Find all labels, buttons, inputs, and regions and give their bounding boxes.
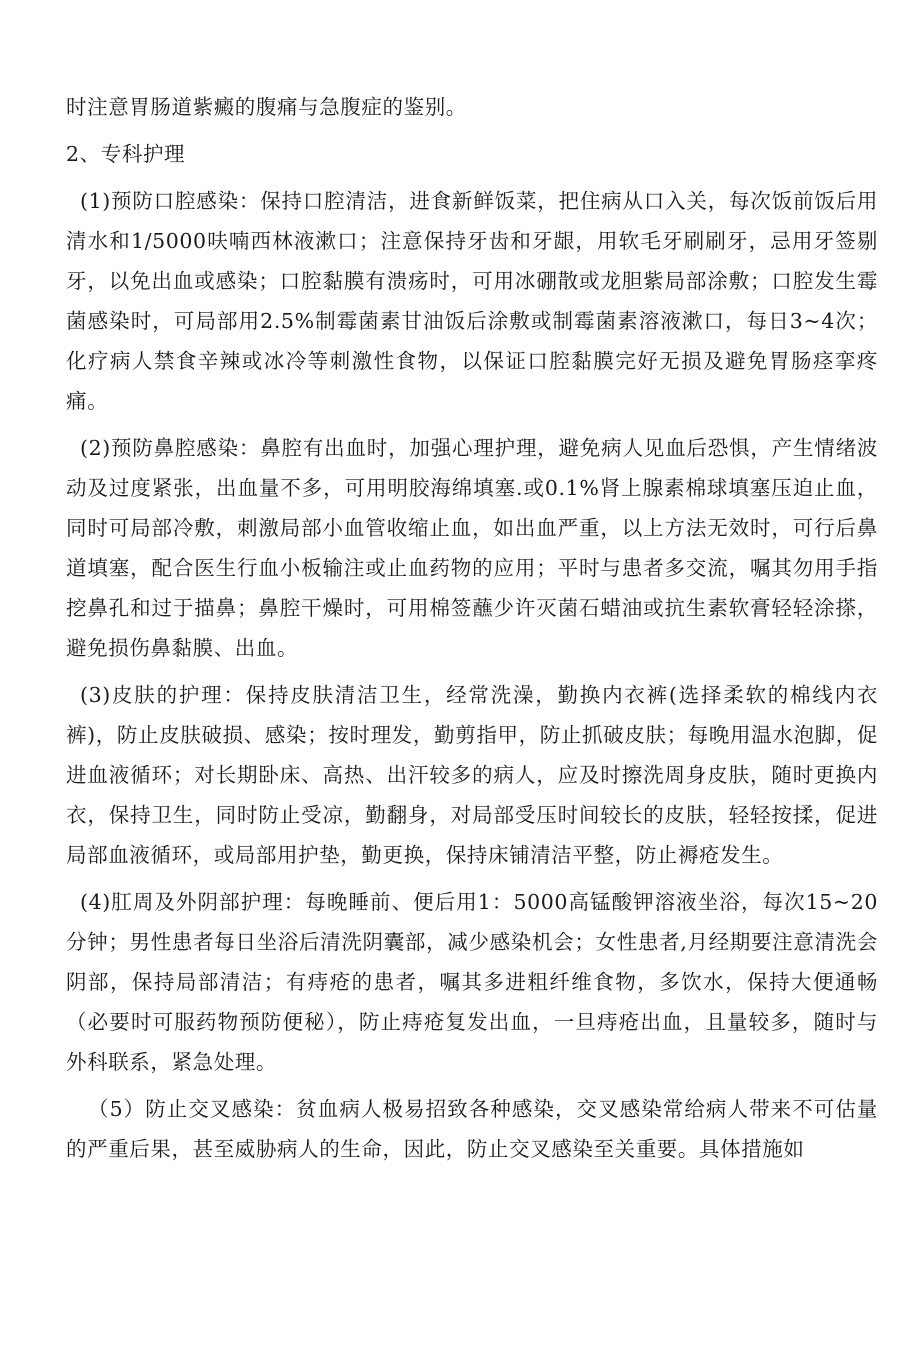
paragraph-nasal-care: (2)预防鼻腔感染：鼻腔有出血时，加强心理护理，避免病人见血后恐惧，产生情绪波动及过度紧张，出血量不多，可用明胶海绵填塞.或0.1%肾上腺素棉球填塞压迫止血，同时可局部冷敷，刺激局部小血管收缩止血，如出血严重，以上方法无效时，可行后鼻道填塞，配合医生行血小板输注或止血药物的应用；平时与患者多交流，嘱其勿用手指挖鼻孔和过于描鼻；鼻腔干燥时，可用棉签蘸少许灭菌石蜡油或抗生素软膏轻轻涂搽，避免损伤鼻黏膜、出血。 <box>66 436 878 660</box>
paragraph-cross-infection: （5）防止交叉感染：贫血病人极易招致各种感染，交叉感染常给病人带来不可估量的严重后果，甚至威胁病人的生命，因此，防止交叉感染至关重要。具体措施如 <box>66 1097 878 1161</box>
paragraph-continuation: 时注意胃肠道紫癜的腹痛与急腹症的鉴别。 <box>66 95 467 119</box>
paragraph-perianal-care: (4)肛周及外阴部护理：每晚睡前、便后用1：5000高锰酸钾溶液坐浴，每次15~20分钟；男性患者每日坐浴后清洗阴囊部，减少感染机会；女性患者,月经期要注意清洗会阴部，保持局部清洁；有痔疮的患者，嘱其多进粗纤维食物，多饮水，保持大便通畅（必要时可服药物预防便秘），防止痔疮复发出血，一旦痔疮出血，且量较多，随时与外科联系，紧急处理。 <box>66 890 878 1074</box>
document-body <box>66 87 878 1176</box>
paragraph-skin-care: (3)皮肤的护理：保持皮肤清洁卫生，经常洗澡，勤换内衣裤(选择柔软的棉线内衣裤)，防止皮肤破损、感染；按时理发，勤剪指甲，防止抓破皮肤；每晚用温水泡脚，促进血液循环；对长期卧床、高热、出汗较多的病人，应及时擦洗周身皮肤，随时更换内衣，保持卫生，同时防止受凉，勤翻身，对局部受压时间较长的皮肤，轻轻按揉，促进局部血液循环，或局部用护垫，勤更换，保持床铺清洁平整，防止褥疮发生。 <box>66 683 878 867</box>
section-heading: 2、专科护理 <box>66 142 186 166</box>
paragraph-oral-care: (1)预防口腔感染：保持口腔清洁，进食新鲜饭菜，把住病从口入关，每次饭前饭后用清水和1/5000呋喃西林液漱口；注意保持牙齿和牙龈，用软毛牙刷刷牙，忌用牙签剔牙，以免出血或感染；口腔黏膜有溃疡时，可用冰硼散或龙胆紫局部涂敷；口腔发生霉菌感染时，可局部用2.5%制霉菌素甘油饭后涂敷或制霉菌素溶液漱口，每日3~4次；化疗病人禁食辛辣或冰冷等刺激性食物，以保证口腔黏膜完好无损及避免胃肠痉挛疼痛。 <box>66 189 878 413</box>
